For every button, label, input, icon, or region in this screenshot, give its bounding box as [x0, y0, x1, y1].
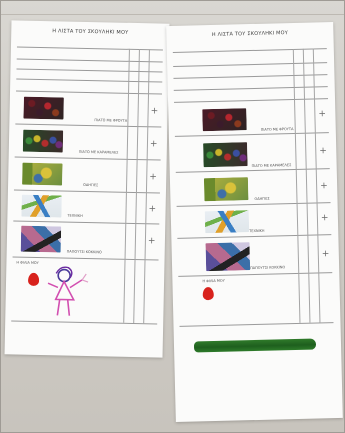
- row-label: ΟΔΗΓΙΕΣ: [83, 182, 99, 188]
- row-label: ΤΕΧΝΙΚΗ: [249, 228, 265, 234]
- check-mark: +: [320, 213, 329, 224]
- check-mark: +: [147, 236, 156, 247]
- notes-label: Η ΦΙΛΙΑ ΜΟΥ: [16, 260, 39, 266]
- notes-label: Η ΦΙΛΙΑ ΜΟΥ: [202, 278, 225, 284]
- sheet-title: Η ΛΙΣΤΑ ΤΟΥ ΣΚΟΥΛΗΚΙ ΜΟΥ: [52, 28, 129, 36]
- row-label: ΤΕΧΝΙΚΗ: [67, 213, 83, 218]
- check-mark: +: [319, 146, 327, 157]
- row-label: ΠΑΠΟΥΤΣΙ ΚΟΚΚΙΝΟ: [250, 265, 286, 271]
- row-label: ΠΙΑΤΟ ΜΕ ΚΑΡΑΜΕΛΕΣ: [78, 149, 119, 155]
- row-label: ΠΙΑΤΟ ΜΕ ΦΡΟΥΤΑ: [94, 118, 128, 123]
- row-label: ΠΑΠΟΥΤΣΙ ΚΟΚΚΙΝΟ: [66, 249, 102, 255]
- row-label: ΠΙΑΤΟ ΜΕ ΦΡΟΥΤΑ: [260, 127, 294, 132]
- check-mark: +: [149, 139, 158, 150]
- row-label: ΠΙΑΤΟ ΜΕ ΚΑΡΑΜΕΛΕΣ: [251, 163, 292, 169]
- check-mark: +: [150, 106, 159, 117]
- sheet-title: Η ΛΙΣΤΑ ΤΟΥ ΣΚΟΥΛΗΚΙ ΜΟΥ: [211, 30, 289, 38]
- check-mark: +: [148, 204, 157, 215]
- row-label: ΟΔΗΓΙΕΣ: [254, 196, 270, 201]
- check-mark: +: [320, 181, 328, 192]
- check-mark: +: [149, 172, 157, 183]
- check-mark: +: [321, 249, 330, 260]
- check-mark: +: [318, 109, 327, 120]
